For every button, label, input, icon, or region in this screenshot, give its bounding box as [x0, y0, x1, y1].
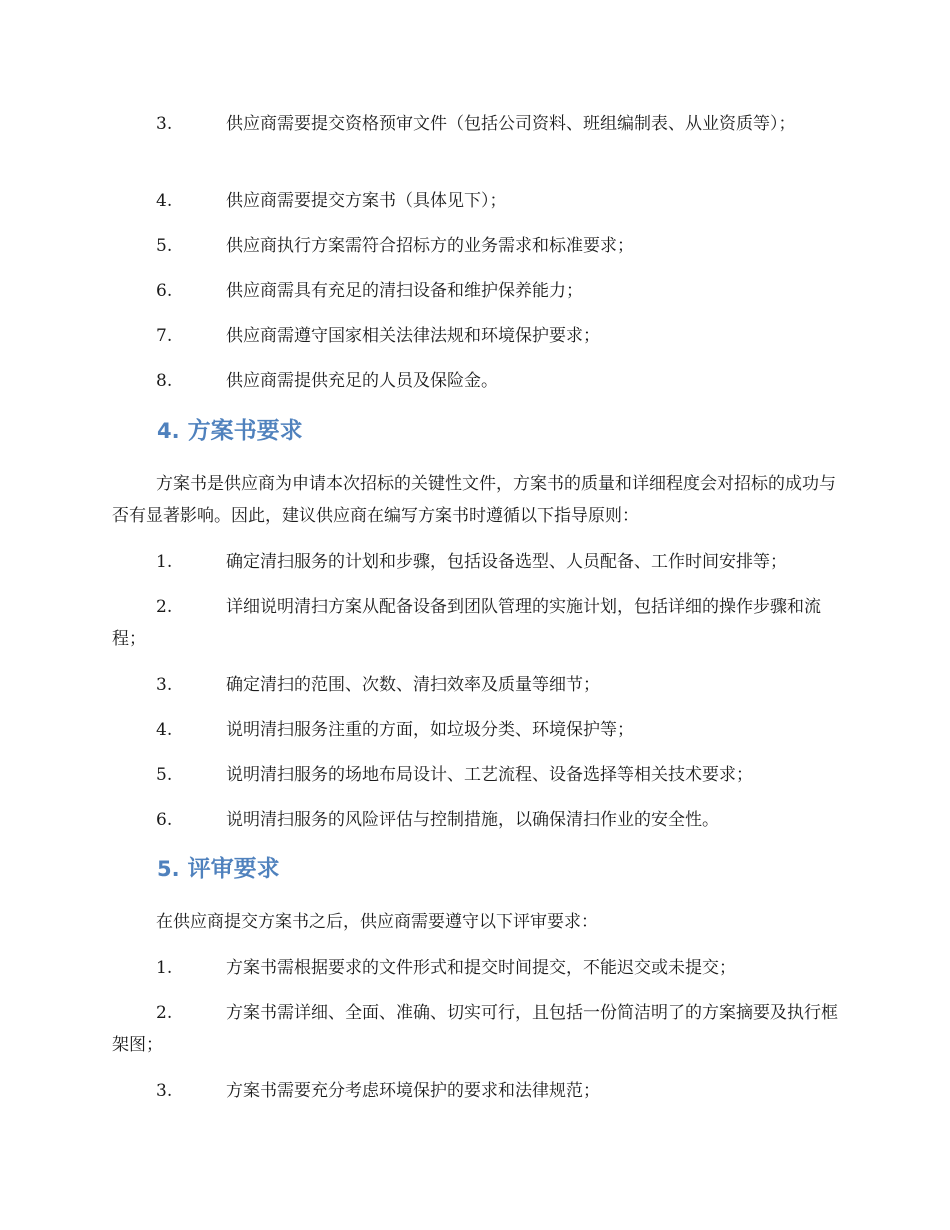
list-number: 2. [156, 597, 173, 617]
list-number: 3. [156, 114, 173, 134]
section-number: 5. [157, 857, 180, 881]
list-number: 4. [156, 191, 173, 211]
list-text: 方案书需根据要求的文件形式和提交时间提交，不能迟交或未提交； [226, 958, 736, 978]
section-intro-paragraph: 方案书是供应商为申请本次招标的关键性文件，方案书的质量和详细程度会对招标的成功与否有显著影响。因此，建议供应商在编写方案书时遵循以下指导原则： [112, 474, 836, 526]
list-item [112, 320, 840, 352]
list-text: 供应商需遵守国家相关法律法规和环境保护要求； [226, 326, 600, 346]
list-item [112, 546, 840, 578]
list-number: 3. [156, 1081, 173, 1101]
list-item [112, 365, 840, 397]
list-text: 方案书需要充分考虑环境保护的要求和法律规范； [226, 1081, 600, 1101]
section-intro-paragraph: 在供应商提交方案书之后，供应商需要遵守以下评审要求： [156, 912, 598, 932]
list-item [112, 997, 840, 1061]
section-number: 4. [157, 419, 180, 443]
list-number: 4. [156, 720, 173, 740]
list-number: 7. [156, 326, 173, 346]
list-text: 供应商需提供充足的人员及保险金。 [226, 371, 498, 391]
list-text: 供应商需要提交资格预审文件（包括公司资料、班组编制表、从业资质等）； [226, 114, 796, 134]
list-number: 3. [156, 675, 173, 695]
list-text: 说明清扫服务注重的方面，如垃圾分类、环境保护等； [226, 720, 634, 740]
list-text: 详细说明清扫方案从配备设备到团队管理的实施计划，包括详细的操作步骤和流程； [112, 597, 821, 649]
list-number: 5. [156, 765, 173, 785]
list-text: 确定清扫服务的计划和步骤，包括设备选型、人员配备、工作时间安排等； [226, 552, 787, 572]
list-text: 说明清扫服务的风险评估与控制措施，以确保清扫作业的安全性。 [226, 810, 719, 830]
list-item [112, 108, 840, 140]
section-heading [157, 416, 303, 446]
list-item [112, 275, 840, 307]
list-number: 6. [156, 810, 173, 830]
list-item [112, 591, 840, 655]
list-text: 供应商需具有充足的清扫设备和维护保养能力； [226, 281, 583, 301]
list-item [112, 185, 840, 217]
list-number: 8. [156, 371, 173, 391]
list-item [112, 669, 840, 701]
list-text: 供应商执行方案需符合招标方的业务需求和标准要求； [226, 236, 634, 256]
section-title: 评审要求 [187, 856, 280, 882]
list-number: 2. [156, 1003, 173, 1023]
list-item [112, 1075, 840, 1107]
list-text: 供应商需要提交方案书（具体见下）； [226, 191, 507, 211]
list-item [112, 804, 840, 836]
list-text: 说明清扫服务的场地布局设计、工艺流程、设备选择等相关技术要求； [226, 765, 753, 785]
section-heading [157, 854, 280, 884]
list-item [112, 714, 840, 746]
list-text: 方案书需详细、全面、准确、切实可行，且包括一份简洁明了的方案摘要及执行框架图； [112, 1003, 838, 1055]
list-number: 5. [156, 236, 173, 256]
list-text: 确定清扫的范围、次数、清扫效率及质量等细节； [226, 675, 600, 695]
section-title: 方案书要求 [187, 418, 303, 444]
list-number: 1. [156, 958, 173, 978]
list-item [112, 952, 840, 984]
list-item [112, 230, 840, 262]
list-number: 1. [156, 552, 173, 572]
list-item [112, 759, 840, 791]
list-number: 6. [156, 281, 173, 301]
